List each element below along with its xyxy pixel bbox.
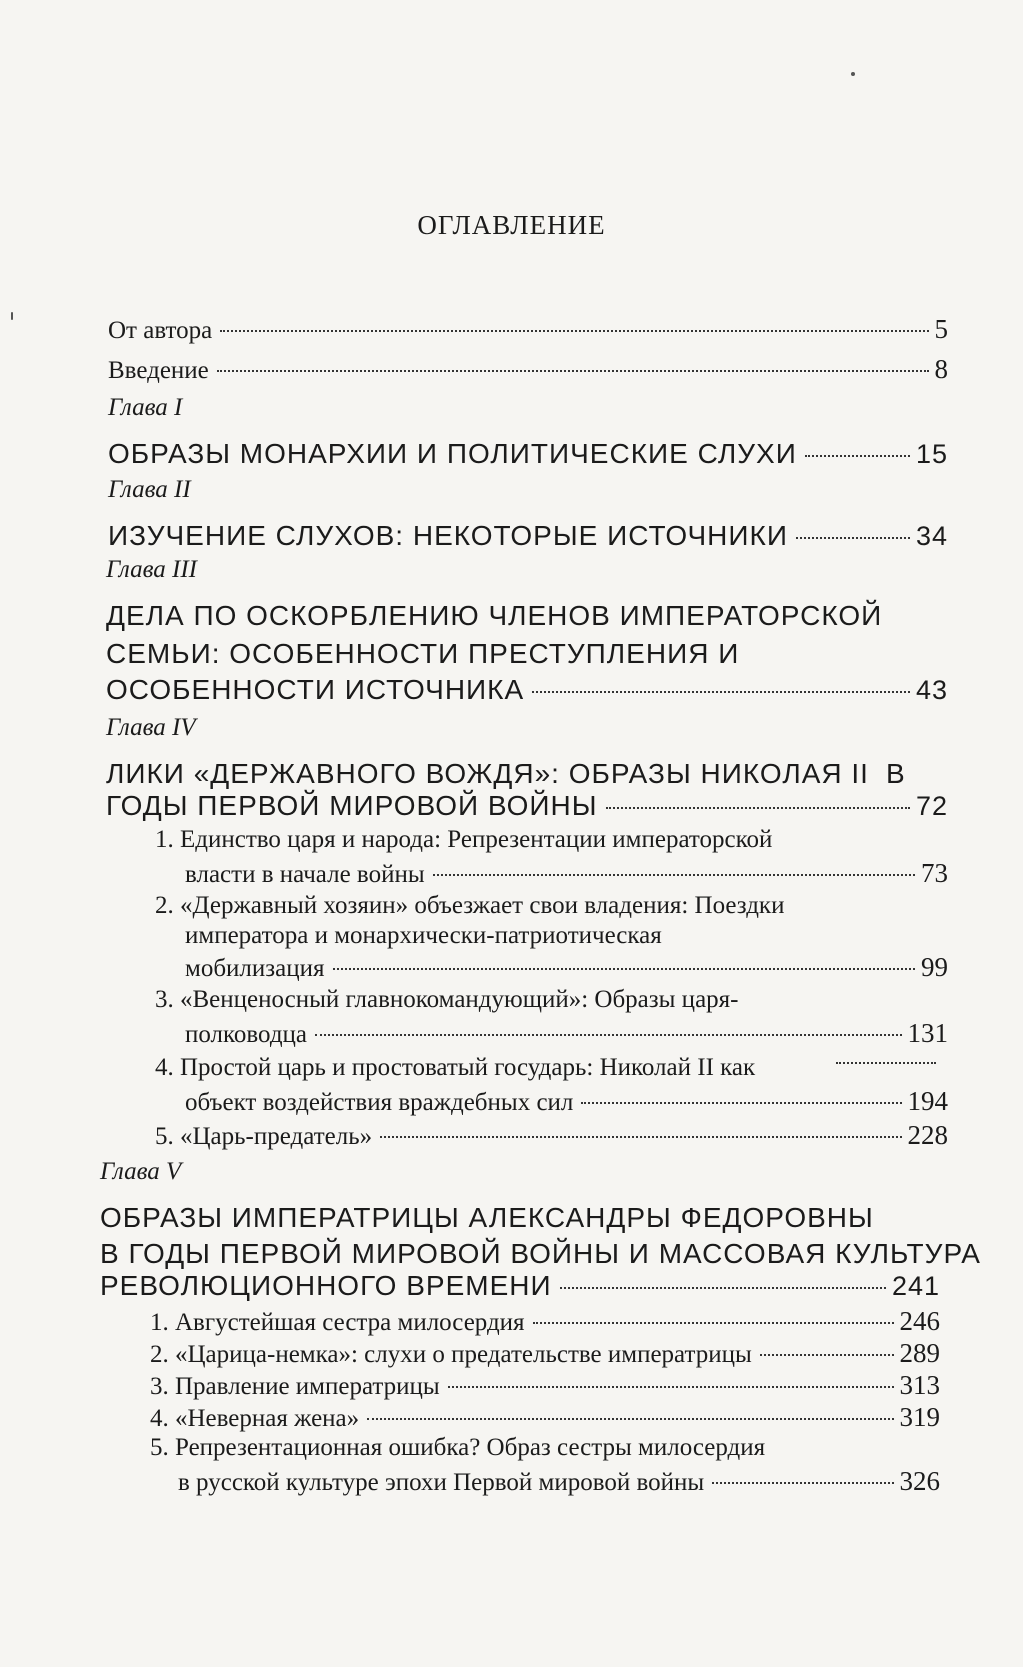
toc-entry-section-4-4 (185, 1086, 948, 1117)
section-line: 2. «Державный хозяин» объезжает свои владения: Поездки (155, 892, 785, 919)
page-number: 73 (921, 858, 948, 888)
dot-leader (712, 1482, 893, 1484)
page-number: 99 (921, 952, 948, 982)
page-number: 319 (899, 1402, 940, 1432)
toc-entry-section-4-1 (185, 858, 948, 889)
chapter-title: ИЗУЧЕНИЕ СЛУХОВ: НЕКОТОРЫЕ ИСТОЧНИКИ (108, 520, 788, 551)
section-line: 5. «Царь-предатель» (155, 1123, 373, 1150)
chapter-label: Глава II (108, 476, 191, 503)
page-number: 8 (934, 354, 948, 384)
toc-entry-section-5-5 (178, 1466, 940, 1497)
dot-leader (836, 1062, 936, 1064)
toc-entry-section-5-2 (150, 1338, 940, 1369)
dot-leader (220, 330, 928, 332)
dot-leader (315, 1034, 901, 1036)
toc-entry-section-4-2 (185, 952, 948, 983)
chapter-title-line: ЛИКИ «ДЕРЖАВНОГО ВОЖДЯ»: ОБРАЗЫ НИКОЛАЯ II (106, 758, 869, 789)
section-line: в русской культуре эпохи Первой мировой войны (178, 1469, 705, 1496)
section-line: 4. «Неверная жена» (150, 1405, 360, 1432)
chapter-title-line: ОСОБЕННОСТИ ИСТОЧНИКА (106, 674, 525, 705)
page-number: 5 (934, 314, 948, 344)
page-title: ОГЛАВЛЕНИЕ (417, 210, 606, 240)
dot-leader (448, 1386, 894, 1388)
toc-entry-section-5-4 (150, 1402, 940, 1433)
dot-leader (560, 1287, 886, 1289)
page-number: 34 (915, 521, 948, 551)
chapter-title-line: ДЕЛА ПО ОСКОРБЛЕНИЮ ЧЛЕНОВ ИМПЕРАТОРСКОЙ (106, 600, 883, 631)
page-number: 15 (915, 439, 948, 469)
section-line: 1. Единство царя и народа: Репрезентации императорской (155, 826, 773, 853)
page-number: 131 (907, 1018, 948, 1048)
chapter-title-trailing: В (886, 758, 906, 789)
page-number: 326 (899, 1466, 940, 1496)
chapter-label: Глава IV (106, 714, 196, 741)
paper-speck (11, 312, 13, 320)
dot-leader (333, 968, 915, 970)
section-line: 3. Правление императрицы (150, 1373, 440, 1400)
toc-entry-section-4-3 (185, 1018, 948, 1049)
toc-entry-section-5-1 (150, 1306, 940, 1337)
dot-leader (796, 537, 910, 539)
dot-leader (380, 1136, 901, 1138)
dot-leader (805, 455, 910, 457)
chapter-title-line: РЕВОЛЮЦИОННОГО ВРЕМЕНИ (100, 1270, 552, 1301)
chapter-title-line: ОБРАЗЫ ИМПЕРАТРИЦЫ АЛЕКСАНДРЫ ФЕДОРОВНЫ (100, 1202, 874, 1233)
section-line: полководца (185, 1021, 308, 1048)
toc-entry-chapter-1 (108, 438, 948, 470)
section-line: мобилизация (185, 955, 325, 982)
section-line: власти в начале войны (185, 861, 425, 888)
page-number: 43 (915, 675, 948, 705)
page-number: 72 (915, 791, 948, 821)
chapter-title: ОБРАЗЫ МОНАРХИИ И ПОЛИТИЧЕСКИЕ СЛУХИ (108, 438, 797, 469)
dot-leader (581, 1102, 901, 1104)
dot-leader (533, 1322, 894, 1324)
toc-entry-chapter-5 (100, 1270, 940, 1302)
page-number: 289 (899, 1338, 940, 1368)
chapter-title-line: СЕМЬИ: ОСОБЕННОСТИ ПРЕСТУПЛЕНИЯ И (106, 638, 740, 669)
toc-entry-text: От автора (108, 317, 213, 344)
paper-speck (851, 72, 855, 76)
toc-entry-vvedenie (108, 354, 948, 385)
chapter-label: Глава III (106, 556, 198, 583)
toc-entry-section-4-5 (155, 1120, 948, 1151)
page-number: 313 (899, 1370, 940, 1400)
chapter-title-line: ГОДЫ ПЕРВОЙ МИРОВОЙ ВОЙНЫ (106, 790, 598, 821)
section-line: 4. Простой царь и простоватый государь: Николай II как (155, 1054, 756, 1081)
section-line: 1. Августейшая сестра милосердия (150, 1309, 525, 1336)
chapter-label: Глава V (100, 1158, 182, 1185)
dot-leader (760, 1354, 894, 1356)
section-line: 3. «Венценосный главнокомандующий»: Образы царя- (155, 986, 739, 1013)
page-number: 228 (907, 1120, 948, 1150)
section-line: императора и монархически-патриотическая (185, 922, 662, 949)
dot-leader (606, 807, 910, 809)
chapter-title-line: В ГОДЫ ПЕРВОЙ МИРОВОЙ ВОЙНЫ И МАССОВАЯ КУЛЬТУРА (100, 1238, 981, 1269)
page-number: 246 (899, 1306, 940, 1336)
dot-leader (367, 1418, 893, 1420)
page-number: 194 (907, 1086, 948, 1116)
section-line: 2. «Царица-немка»: слухи о предательстве императрицы (150, 1341, 752, 1368)
page-number: 241 (891, 1271, 940, 1301)
toc-entry-chapter-2 (108, 520, 948, 552)
dot-leader (433, 874, 915, 876)
chapter-label: Глава I (108, 394, 183, 421)
toc-entry-text: Введение (108, 357, 209, 384)
toc-entry-ot-avtora (108, 314, 948, 345)
toc-entry-chapter-4 (106, 790, 948, 822)
dot-leader (532, 691, 910, 693)
section-line: 5. Репрезентационная ошибка? Образ сестры милосердия (150, 1434, 766, 1461)
toc-entry-chapter-3 (106, 674, 948, 706)
toc-entry-section-5-3 (150, 1370, 940, 1401)
dot-leader (217, 370, 929, 372)
section-line: объект воздействия враждебных сил (185, 1089, 574, 1116)
